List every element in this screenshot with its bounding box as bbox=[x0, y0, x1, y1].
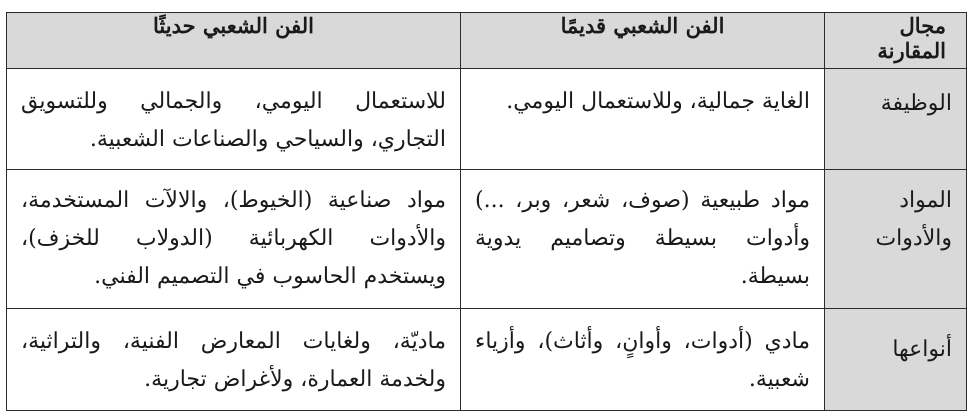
table-row bbox=[7, 170, 967, 309]
header-field: مجال المقارنة bbox=[825, 13, 967, 69]
table-header bbox=[7, 13, 967, 69]
header-modern: الفن الشعبي حديثًا bbox=[7, 13, 461, 69]
comparison-table-container bbox=[6, 12, 966, 411]
row-modern-types: ماديّة، ولغايات المعارض الفنية، والتراثية، ولخدمة العمارة، ولأغراض تجارية. bbox=[7, 309, 461, 411]
row-field-function: الوظيفة bbox=[825, 69, 967, 170]
row-old-function: الغاية جمالية، وللاستعمال اليومي. bbox=[461, 69, 825, 170]
header-old: الفن الشعبي قديمًا bbox=[461, 13, 825, 69]
row-old-materials: مواد طبيعية (صوف، شعر، وبر، ...) وأدوات بسيطة وتصاميم يدوية بسيطة. bbox=[461, 170, 825, 309]
header-row bbox=[7, 13, 967, 69]
row-old-types: مادي (أدوات، وأوانٍ، وأثاث)، وأزياء شعبية. bbox=[461, 309, 825, 411]
row-field-types: أنواعها bbox=[825, 309, 967, 411]
table-body bbox=[7, 69, 967, 411]
row-modern-function: للاستعمال اليومي، والجمالي وللتسويق التجاري، والسياحي والصناعات الشعبية. bbox=[7, 69, 461, 170]
row-modern-materials: مواد صناعية (الخيوط)، والالآت المستخدمة، والأدوات الكهربائية (الدولاب للخزف)، ويستخدم الحاسوب في التصميم الفني. bbox=[7, 170, 461, 309]
row-field-materials: المواد والأدوات bbox=[825, 170, 967, 309]
table-row bbox=[7, 69, 967, 170]
comparison-table bbox=[6, 12, 967, 411]
table-row bbox=[7, 309, 967, 411]
